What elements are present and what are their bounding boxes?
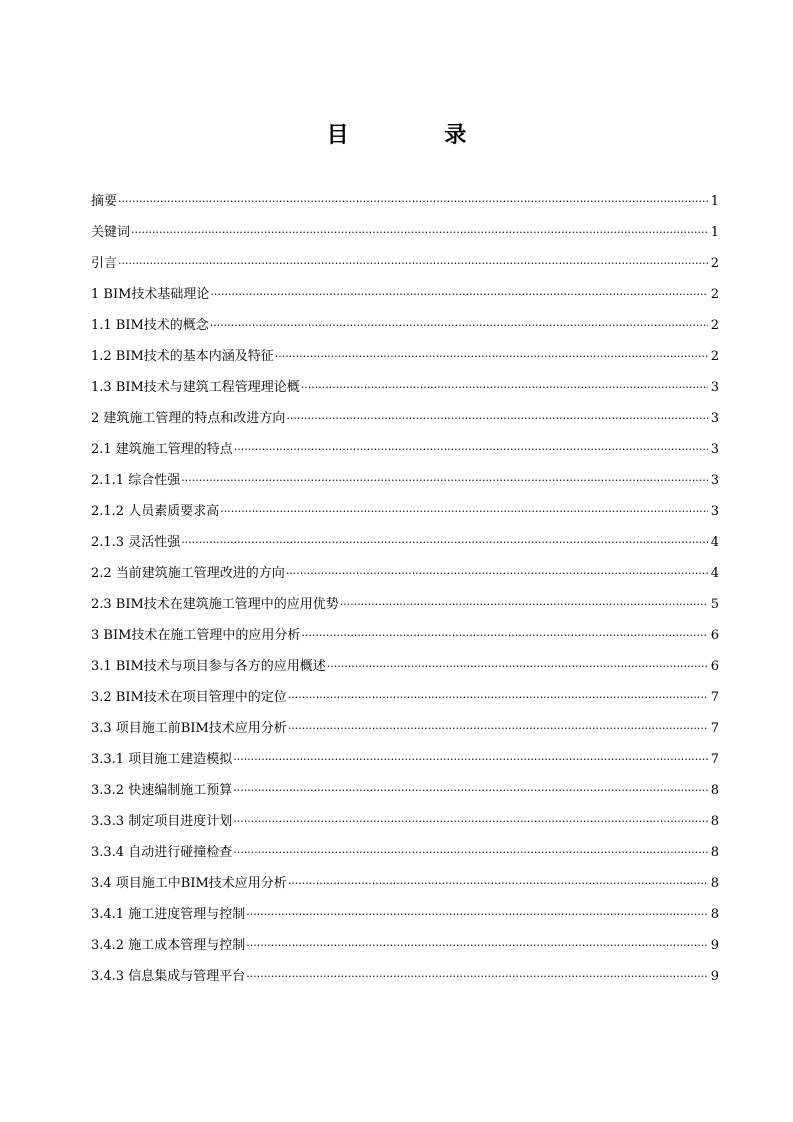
toc-page-number: 5 [710, 597, 719, 612]
toc-entry[interactable] [91, 682, 719, 713]
toc-dot-leader [181, 465, 708, 496]
toc-entry[interactable] [91, 620, 719, 651]
toc-entry-label: 3.3.1 项目施工建造模拟 [91, 752, 233, 767]
toc-entry-label: 3.3 项目施工前BIM技术应用分析 [91, 721, 287, 736]
toc-dot-leader [233, 806, 708, 837]
toc-entry-label: 2.2 当前建筑施工管理改进的方向 [91, 566, 285, 581]
toc-page-number: 3 [710, 411, 719, 426]
table-of-contents [91, 186, 719, 992]
toc-page-number: 8 [710, 907, 719, 922]
toc-entry[interactable] [91, 961, 719, 992]
toc-page-number: 3 [710, 504, 719, 519]
toc-entry[interactable] [91, 465, 719, 496]
toc-entry-label: 2.1.1 综合性强 [91, 473, 181, 488]
toc-dot-leader [286, 558, 708, 589]
toc-entry[interactable] [91, 589, 719, 620]
toc-dot-leader [288, 868, 708, 899]
toc-entry-label: 1.3 BIM技术与建筑工程管理理论概 [91, 380, 300, 395]
toc-dot-leader [233, 744, 708, 775]
toc-page-number: 4 [710, 566, 719, 581]
toc-entry[interactable] [91, 775, 719, 806]
toc-entry[interactable] [91, 527, 719, 558]
toc-entry[interactable] [91, 744, 719, 775]
toc-page-number: 3 [710, 473, 719, 488]
toc-dot-leader [220, 496, 708, 527]
toc-entry-label: 3.3.4 自动进行碰撞检查 [91, 845, 233, 860]
toc-entry[interactable] [91, 496, 719, 527]
toc-page-number: 2 [710, 287, 719, 302]
toc-dot-leader [234, 434, 708, 465]
toc-entry[interactable] [91, 930, 719, 961]
toc-page-number: 6 [710, 628, 719, 643]
toc-entry-label: 1 BIM技术基础理论 [91, 287, 210, 302]
toc-dot-leader [181, 527, 708, 558]
toc-entry[interactable] [91, 806, 719, 837]
toc-page-number: 2 [710, 349, 719, 364]
toc-dot-leader [131, 217, 708, 248]
toc-page-number: 9 [710, 969, 719, 984]
toc-entry[interactable] [91, 651, 719, 682]
toc-entry-label: 3.4 项目施工中BIM技术应用分析 [91, 876, 287, 891]
toc-entry-label: 3.4.1 施工进度管理与控制 [91, 907, 246, 922]
toc-entry-label: 3.3.2 快速编制施工预算 [91, 783, 233, 798]
toc-entry-label: 3.4.2 施工成本管理与控制 [91, 938, 246, 953]
toc-entry[interactable] [91, 186, 719, 217]
toc-page-number: 7 [710, 752, 719, 767]
toc-dot-leader [246, 930, 708, 961]
toc-page-number: 7 [710, 721, 719, 736]
toc-entry-label: 摘要 [91, 194, 118, 209]
toc-dot-leader [301, 372, 708, 403]
toc-entry-label: 2.1.3 灵活性强 [91, 535, 181, 550]
toc-entry[interactable] [91, 372, 719, 403]
toc-entry[interactable] [91, 217, 719, 248]
toc-entry-label: 2.1.2 人员素质要求高 [91, 504, 220, 519]
toc-entry[interactable] [91, 868, 719, 899]
toc-entry[interactable] [91, 248, 719, 279]
toc-page-number: 8 [710, 783, 719, 798]
page-title: 目 录 [326, 122, 511, 148]
toc-entry-label: 3.4.3 信息集成与管理平台 [91, 969, 246, 984]
toc-entry[interactable] [91, 837, 719, 868]
toc-page-number: 4 [710, 535, 719, 550]
toc-entry-label: 3.1 BIM技术与项目参与各方的应用概述 [91, 659, 326, 674]
toc-dot-leader [246, 899, 708, 930]
toc-page-number: 3 [710, 380, 719, 395]
toc-page-number: 2 [710, 318, 719, 333]
toc-page-number: 8 [710, 814, 719, 829]
toc-entry-label: 1.2 BIM技术的基本内涵及特征 [91, 349, 274, 364]
toc-entry[interactable] [91, 434, 719, 465]
toc-dot-leader [301, 620, 708, 651]
toc-dot-leader [118, 186, 708, 217]
toc-entry[interactable] [91, 403, 719, 434]
toc-page-number: 8 [710, 845, 719, 860]
toc-page-number: 3 [710, 442, 719, 457]
toc-entry[interactable] [91, 341, 719, 372]
toc-entry[interactable] [91, 310, 719, 341]
toc-page-number: 1 [710, 194, 719, 209]
toc-dot-leader [210, 279, 708, 310]
toc-page-number: 6 [710, 659, 719, 674]
toc-dot-leader [118, 248, 708, 279]
toc-entry[interactable] [91, 899, 719, 930]
toc-dot-leader [286, 403, 708, 434]
toc-entry[interactable] [91, 279, 719, 310]
toc-entry[interactable] [91, 713, 719, 744]
toc-dot-leader [288, 713, 708, 744]
toc-dot-leader [233, 837, 708, 868]
toc-dot-leader [210, 310, 708, 341]
toc-page-number: 1 [710, 225, 719, 240]
toc-dot-leader [233, 775, 708, 806]
toc-entry-label: 2.3 BIM技术在建筑施工管理中的应用优势 [91, 597, 339, 612]
toc-page-number: 7 [710, 690, 719, 705]
toc-entry-label: 关键词 [91, 225, 131, 240]
toc-entry-label: 3.3.3 制定项目进度计划 [91, 814, 233, 829]
toc-dot-leader [246, 961, 708, 992]
toc-page-number: 9 [710, 938, 719, 953]
toc-page-number: 8 [710, 876, 719, 891]
toc-dot-leader [288, 682, 708, 713]
toc-entry-label: 引言 [91, 256, 118, 271]
toc-entry-label: 3.2 BIM技术在项目管理中的定位 [91, 690, 287, 705]
toc-entry-label: 1.1 BIM技术的概念 [91, 318, 209, 333]
toc-entry[interactable] [91, 558, 719, 589]
toc-dot-leader [340, 589, 708, 620]
toc-dot-leader [275, 341, 708, 372]
toc-dot-leader [327, 651, 708, 682]
toc-entry-label: 2 建筑施工管理的特点和改进方向 [91, 411, 286, 426]
toc-page-number: 2 [710, 256, 719, 271]
toc-entry-label: 2.1 建筑施工管理的特点 [91, 442, 233, 457]
toc-entry-label: 3 BIM技术在施工管理中的应用分析 [91, 628, 301, 643]
